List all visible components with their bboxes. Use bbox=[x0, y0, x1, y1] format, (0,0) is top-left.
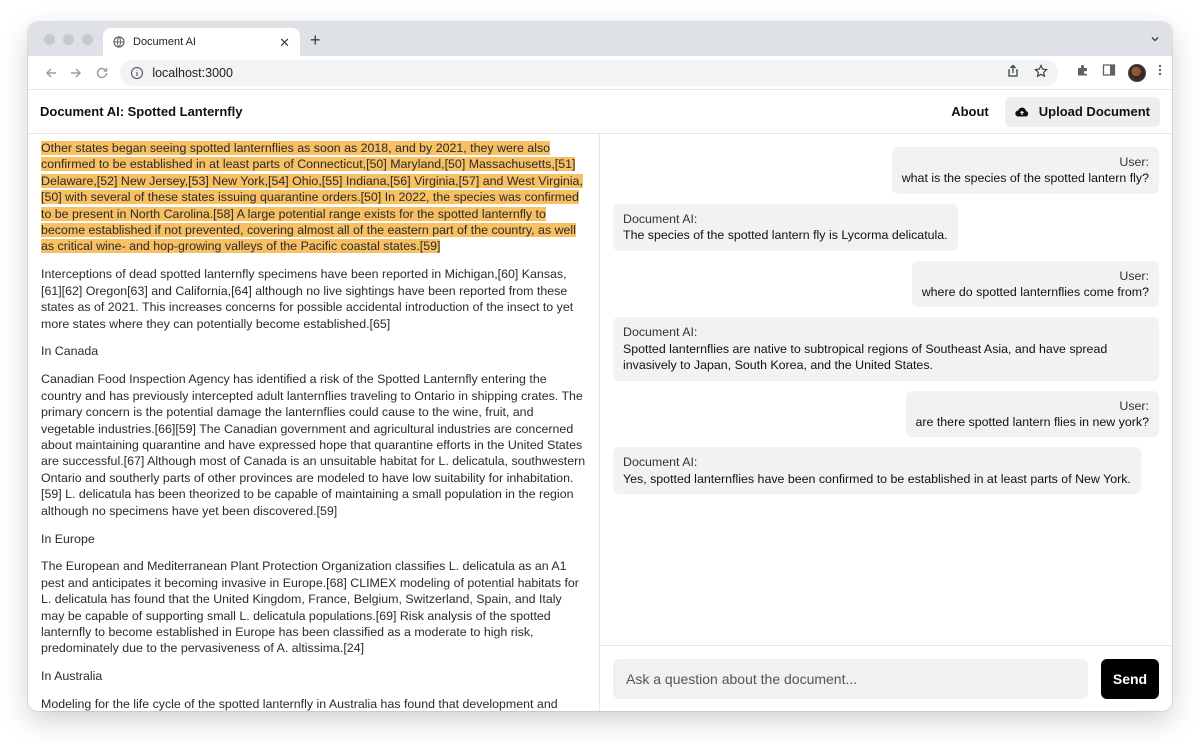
avatar[interactable] bbox=[1128, 64, 1146, 82]
highlighted-passage: Other states began seeing spotted lanternflies as soon as 2018, and by 2021, they were also confirmed to be established in at least parts of Connecticut,[50] Maryland,[50] Massachusetts,[51] Delaware,[52] New Jersey,[53] New York,[54] Ohio,[55] Indiana,[56] Virginia,[57] and West Virginia,[50] with several of these states issuing quarantine orders.[50] In 2022, the species was confirmed to be present in North Carolina.[58] A large potential range exists for the spotted lanternfly to become established if not prevented, covering almost all of the eastern part of the country, as well as critical wine- and hop-growing valleys of the Pacific coastal states.[59] bbox=[41, 141, 583, 254]
globe-icon bbox=[113, 36, 125, 48]
ai-message bbox=[613, 204, 958, 251]
message-speaker: User: bbox=[1119, 398, 1149, 413]
kebab-menu-icon[interactable] bbox=[1158, 63, 1162, 82]
document-paragraph: Modeling for the life cycle of the spotted lanternfly in Australia has found that development and bbox=[41, 697, 558, 711]
document-paragraph: Canadian Food Inspection Agency has identified a risk of the Spotted Lanternfly entering the country and has previously intercepted adult lanternflies traveling to Ontario in shipping crates. The primary concern is the potential damage the lanternflies could cause to the wine, fruit, and vegetable industries.[66][59] The Canadian government and agricultural industries are concerned about maintaining quarantine and have expressed hope that quarantine efforts in the United States are successful.[67] Although most of Canada is an unsuitable habitat for L. delicatula, southwestern Ontario and southerly parts of other provinces are modeled to have low suitability for inhabitation.[59] L. delicatula has been theorized to be capable of maintaining a small population in the region although no specimens have yet been discovered.[59] bbox=[41, 372, 586, 518]
url-text: localhost:3000 bbox=[152, 65, 233, 80]
message-text: Spotted lanternflies are native to subtropical regions of Southeast Asia, and have spread invasively to Japan, South Korea, and the United States. bbox=[623, 341, 1108, 373]
maximize-window-button[interactable] bbox=[82, 34, 93, 45]
ai-message bbox=[613, 447, 1141, 494]
tab-title: Document AI bbox=[133, 36, 196, 48]
upload-document-label: Upload Document bbox=[1038, 104, 1150, 119]
tab-strip bbox=[28, 22, 1172, 56]
share-icon[interactable] bbox=[1006, 64, 1020, 81]
reload-icon[interactable] bbox=[89, 60, 114, 86]
browser-tab[interactable] bbox=[103, 28, 300, 56]
message-text: Yes, spotted lanternflies have been confirmed to be established in at least parts of New York. bbox=[623, 471, 1131, 486]
user-message bbox=[912, 261, 1159, 308]
message-text: where do spotted lanternflies come from? bbox=[921, 285, 1149, 300]
browser-toolbar bbox=[28, 56, 1172, 90]
document-paragraph bbox=[41, 140, 586, 255]
about-link[interactable]: About bbox=[951, 104, 989, 119]
puzzle-icon[interactable] bbox=[1076, 63, 1090, 82]
page-title: Document AI: Spotted Lanternfly bbox=[40, 104, 243, 119]
app-header bbox=[28, 90, 1172, 134]
message-speaker: User: bbox=[1119, 268, 1149, 283]
chat-panel bbox=[600, 134, 1172, 711]
minimize-window-button[interactable] bbox=[63, 34, 74, 45]
message-speaker: Document AI: bbox=[623, 325, 698, 340]
message-text: The species of the spotted lantern fly is Lycorma delicatula. bbox=[623, 228, 948, 243]
message-text: are there spotted lantern flies in new york? bbox=[915, 415, 1149, 430]
message-speaker: User: bbox=[1119, 155, 1149, 169]
document-paragraph: Interceptions of dead spotted lanternfly specimens have been reported in Michigan,[60] Kansas,[61][62] Oregon[63] and California,[64] although no live sightings have been reported from these states as of 2021. This increases concerns for possible accidental introduction of the insect to yet more states where they can potentially become established.[65] bbox=[41, 267, 574, 331]
sidepanel-icon[interactable] bbox=[1102, 63, 1116, 82]
plus-icon[interactable]: + bbox=[310, 30, 321, 50]
back-icon[interactable] bbox=[38, 60, 63, 86]
star-icon[interactable] bbox=[1034, 64, 1048, 81]
cloud-upload-icon bbox=[1015, 106, 1029, 118]
close-window-button[interactable] bbox=[44, 34, 55, 45]
section-heading: In Europe bbox=[41, 531, 95, 546]
chevron-down-icon[interactable] bbox=[1150, 34, 1160, 44]
chat-composer bbox=[600, 645, 1172, 711]
question-input[interactable] bbox=[613, 659, 1088, 699]
user-message bbox=[906, 391, 1160, 438]
user-message bbox=[892, 147, 1159, 194]
address-bar[interactable] bbox=[120, 60, 1058, 86]
message-text: what is the species of the spotted lantern fly? bbox=[901, 171, 1149, 186]
main-content bbox=[28, 134, 1172, 711]
browser-window bbox=[28, 22, 1172, 711]
document-paragraph: The European and Mediterranean Plant Protection Organization classifies L. delicatula as an A1 pest and anticipates it becoming invasive in Europe.[68] CLIMEX modeling of potential habitats for L. delicatula has found that the United Kingdom, France, Belgium, Switzerland, Spain, and Italy may be capable of supporting small L. delicatula populations.[69] Risk analysis of the spotted lanternfly to become established in Europe has been classified as a moderate to high risk, predominately due to the pervasiveness of A. altissima.[24] bbox=[41, 559, 579, 656]
document-viewer[interactable] bbox=[28, 134, 600, 711]
close-icon[interactable]: ✕ bbox=[279, 34, 290, 50]
chat-messages bbox=[600, 134, 1172, 645]
section-heading: In Canada bbox=[41, 344, 99, 359]
message-speaker: Document AI: bbox=[623, 455, 698, 470]
forward-icon[interactable] bbox=[63, 60, 88, 86]
upload-document-button[interactable] bbox=[1005, 97, 1160, 127]
send-button[interactable]: Send bbox=[1101, 659, 1159, 699]
ai-message bbox=[613, 317, 1159, 380]
window-controls bbox=[44, 34, 93, 45]
info-icon[interactable] bbox=[130, 66, 144, 80]
section-heading: In Australia bbox=[41, 669, 103, 684]
message-speaker: Document AI: bbox=[623, 211, 698, 226]
